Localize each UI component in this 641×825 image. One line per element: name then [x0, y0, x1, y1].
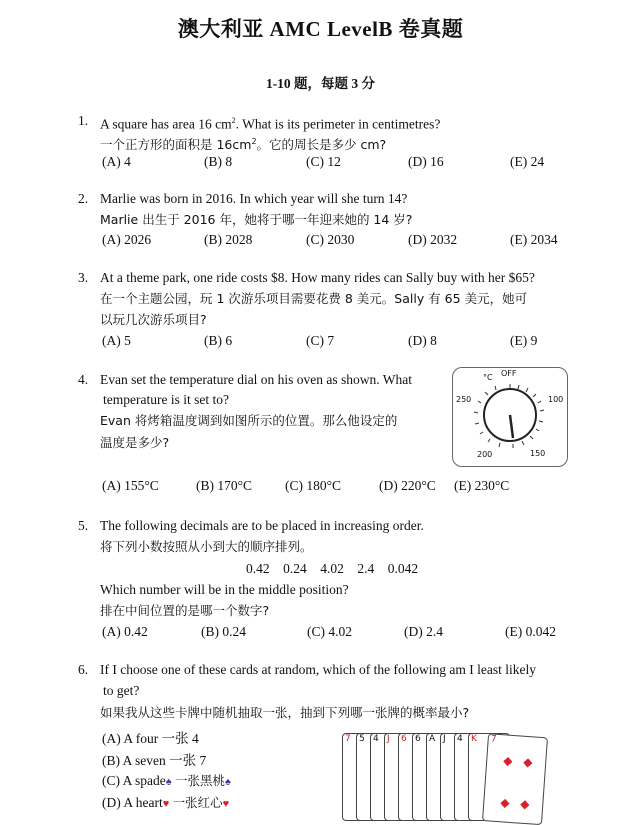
option-e[interactable]: (E) 2034	[510, 232, 558, 247]
question-text-cn-line2: 排在中间位置的是哪一个数字?	[100, 603, 270, 618]
question-text-en-line2: temperature is it set to?	[103, 392, 229, 407]
option-e[interactable]: (E) 230°C	[454, 478, 510, 493]
option-d[interactable]: (D) A heart♥ 一张红心♥	[102, 795, 230, 810]
question-text-en: Marlie was born in 2016. In which year will she turn 14?	[100, 191, 408, 206]
option-e[interactable]: (E) 9	[510, 333, 538, 348]
section-heading: 1-10 题，每题 3 分	[265, 76, 376, 91]
dial-off-label: OFF	[501, 369, 517, 378]
diamond-icon: ◆	[502, 753, 513, 768]
question-text-en: A square has area 16 $cm^2$. What is its perimeter in centimetres?	[100, 116, 441, 132]
option-b[interactable]: (B) 6	[204, 333, 233, 348]
question-text-cn: 如果我从这些卡牌中随机抽取一张，抽到下列哪一张牌的概率最小?	[100, 705, 470, 720]
option-b[interactable]: (B) 170°C	[196, 478, 253, 493]
playing-card: 7 ◆ ◆ ◆ ◆	[482, 733, 548, 825]
diamond-icon: ◆	[522, 754, 533, 770]
page-title: 澳大利亚 AMC LevelB 卷真题	[177, 17, 464, 41]
question-text-cn-line2: 以玩几次游乐项目?	[100, 312, 207, 327]
option-c[interactable]: (C) 12	[306, 154, 341, 169]
question-text-en: The following decimals are to be placed in increasing order.	[100, 518, 424, 533]
playing-card: K	[468, 733, 510, 821]
temperature-dial-icon	[453, 368, 567, 466]
dial-label-150: 150	[530, 449, 546, 458]
question-number: 3.	[78, 270, 89, 285]
heart-icon: ♥	[222, 798, 230, 810]
option-a[interactable]: (A) A four 一张 4	[102, 731, 199, 746]
option-d[interactable]: (D) 16	[408, 154, 444, 169]
option-b[interactable]: (B) 2028	[204, 232, 253, 247]
playing-card: J	[384, 733, 426, 821]
dial-unit-label: °C	[483, 373, 493, 382]
question-text-cn-line1: Evan 将烤箱温度调到如图所示的位置。那么他设定的	[100, 413, 398, 428]
playing-card: 6	[412, 733, 454, 821]
question-text-cn: 一个正方形的面积是 $16cm^2$。它的周长是多少 cm?	[100, 137, 387, 153]
decimal-list: 0.42 0.24 4.02 2.4 0.042	[246, 561, 419, 576]
option-d[interactable]: (D) 2032	[408, 232, 458, 247]
spade-icon: ♠	[224, 776, 231, 788]
question-text-en-line1: If I choose one of these cards at random, which of the following am I least likely	[100, 662, 536, 677]
option-e[interactable]: (E) 0.042	[505, 624, 556, 639]
option-d[interactable]: (D) 220°C	[379, 478, 436, 493]
question-number: 1.	[78, 113, 89, 128]
question-text-cn: Marlie 出生于 2016 年，她将于哪一年迎来她的 14 岁?	[100, 212, 413, 227]
option-d[interactable]: (D) 2.4	[404, 624, 443, 639]
spade-icon: ♠	[165, 776, 172, 788]
playing-card: 6	[398, 733, 440, 821]
playing-card: 4	[454, 733, 496, 821]
dial-label-200: 200	[477, 450, 493, 459]
playing-card: J	[440, 733, 482, 821]
playing-card: 5	[356, 733, 398, 821]
question-text-cn: 将下列小数按照从小到大的顺序排列。	[100, 539, 313, 554]
dial-label-100: 100	[548, 395, 564, 404]
option-d[interactable]: (D) 8	[408, 333, 437, 348]
option-c[interactable]: (C) 180°C	[285, 478, 342, 493]
option-c[interactable]: (C) 7	[306, 333, 335, 348]
playing-card: 7	[342, 733, 384, 821]
option-c[interactable]: (C) A spade♠ 一张黑桃♠	[102, 773, 231, 788]
playing-card: A	[426, 733, 468, 821]
question-number: 6.	[78, 662, 89, 677]
option-a[interactable]: (A) 0.42	[102, 624, 148, 639]
question-text-cn-line1: 在一个主题公园，玩 1 次游乐项目需要花费 8 美元。Sally 有 65 美元，她可	[100, 291, 528, 306]
question-number: 5.	[78, 518, 89, 533]
diamond-icon: ◆	[499, 795, 511, 810]
playing-card: 4	[370, 733, 412, 821]
option-a[interactable]: (A) 4	[102, 154, 131, 169]
question-text-en: At a theme park, one ride costs $8. How many rides can Sally buy with her $65?	[100, 270, 535, 285]
heart-icon: ♥	[162, 798, 170, 810]
option-a[interactable]: (A) 155°C	[102, 478, 159, 493]
question-text-cn-line2: 温度是多少?	[100, 435, 170, 450]
option-b[interactable]: (B) 0.24	[201, 624, 246, 639]
question-text-en-line2: to get?	[103, 683, 140, 698]
option-e[interactable]: (E) 24	[510, 154, 545, 169]
dial-label-250: 250	[456, 395, 472, 404]
question-text-en-line2: Which number will be in the middle position?	[100, 582, 349, 597]
option-a[interactable]: (A) 5	[102, 333, 131, 348]
option-c[interactable]: (C) 4.02	[307, 624, 352, 639]
oven-dial-figure	[452, 367, 568, 467]
question-number: 4.	[78, 372, 89, 387]
option-c[interactable]: (C) 2030	[306, 232, 355, 247]
question-number: 2.	[78, 191, 89, 206]
option-b[interactable]: (B) A seven 一张 7	[102, 753, 207, 768]
question-text-en-line1: Evan set the temperature dial on his oven as shown. What	[100, 372, 413, 387]
option-a[interactable]: (A) 2026	[102, 232, 152, 247]
option-b[interactable]: (B) 8	[204, 154, 233, 169]
diamond-icon: ◆	[519, 796, 531, 812]
